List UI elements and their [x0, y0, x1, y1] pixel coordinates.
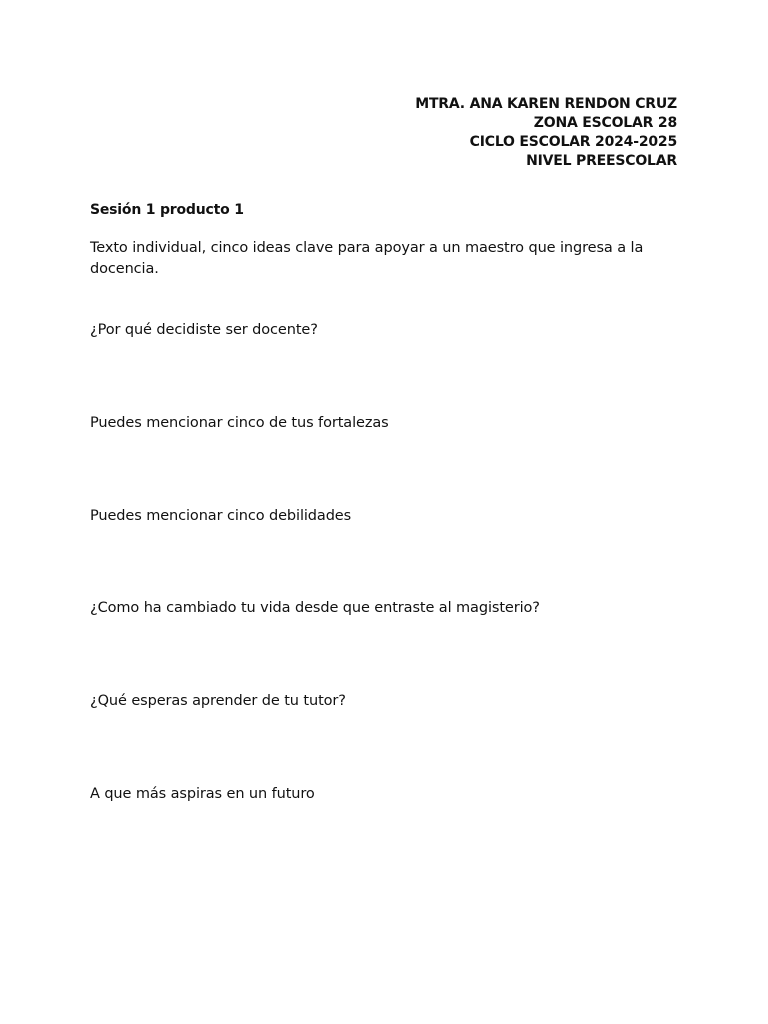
question-6: A que más aspiras en un futuro: [90, 786, 315, 802]
school-level: NIVEL PREESCOLAR: [526, 153, 677, 169]
question-2: Puedes mencionar cinco de tus fortalezas: [90, 415, 389, 431]
question-3: Puedes mencionar cinco debilidades: [90, 508, 352, 524]
school-cycle: CICLO ESCOLAR 2024-2025: [469, 134, 677, 150]
teacher-name: MTRA. ANA KAREN RENDON CRUZ: [415, 96, 677, 112]
question-4: ¿Como ha cambiado tu vida desde que entraste al magisterio?: [90, 600, 540, 616]
question-5: ¿Qué esperas aprender de tu tutor?: [90, 693, 346, 709]
document-header: [415, 95, 677, 171]
session-title: Sesión 1 producto 1: [90, 202, 244, 218]
question-1: ¿Por qué decidiste ser docente?: [90, 322, 318, 338]
intro-paragraph: Texto individual, cinco ideas clave para apoyar a un maestro que ingresa a la docencia.: [90, 240, 644, 277]
school-zone: ZONA ESCOLAR 28: [533, 115, 677, 131]
